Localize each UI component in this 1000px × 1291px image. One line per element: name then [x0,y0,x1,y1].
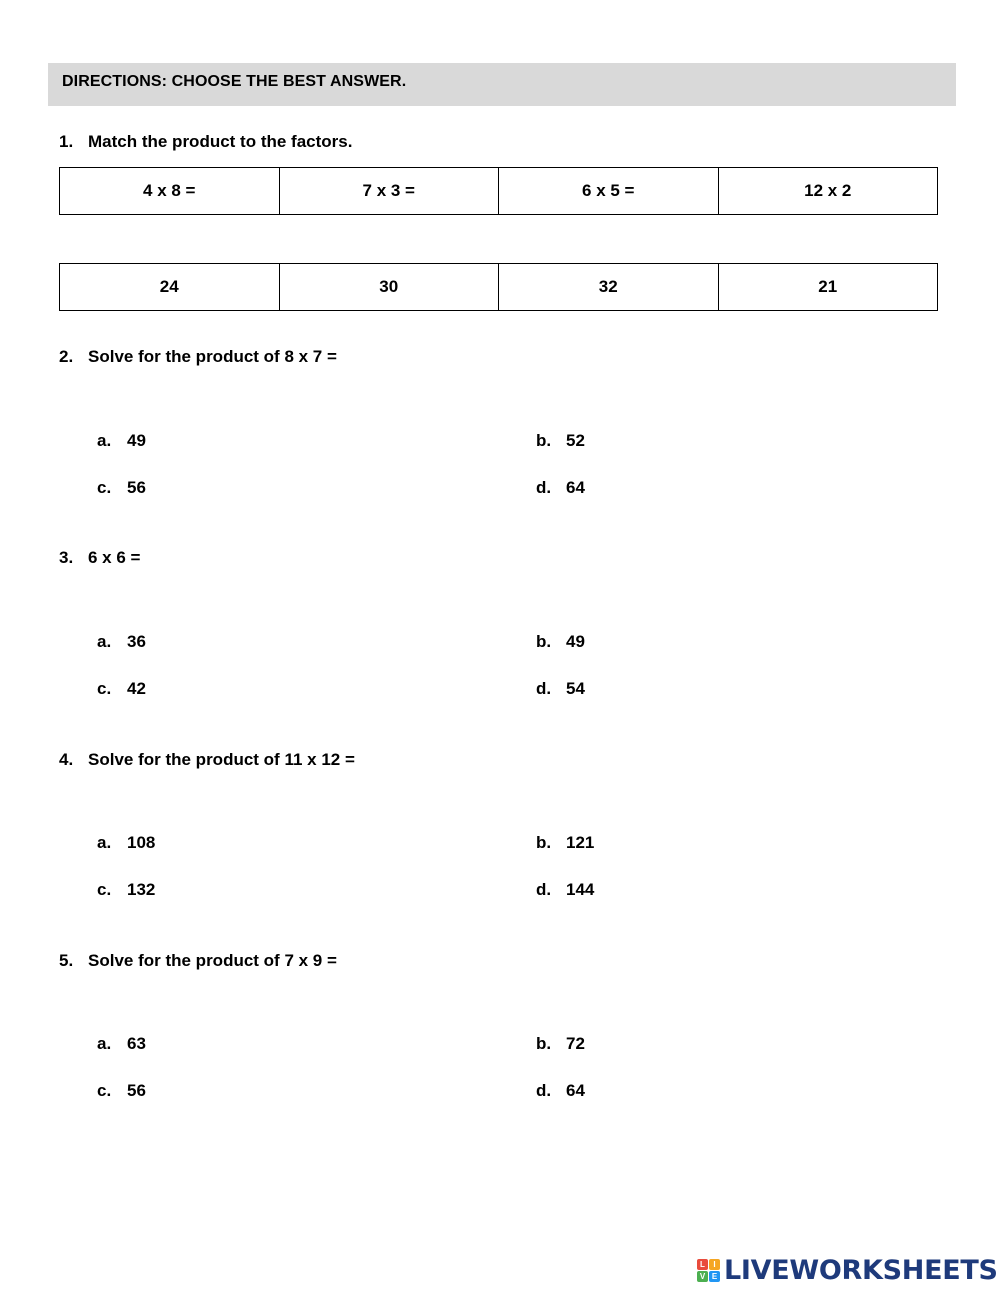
option-d[interactable] [536,880,594,900]
question-text: 6 x 6 = [88,548,141,567]
option-c[interactable] [97,478,146,498]
question-text: Solve for the product of 11 x 12 = [88,750,355,769]
question-5 [59,951,337,971]
logo-mark-cell: E [709,1271,720,1282]
option-letter: b. [536,833,552,852]
option-value: 54 [566,679,585,698]
option-value: 49 [566,632,585,651]
question-number: 3. [59,548,74,567]
directions-banner: DIRECTIONS: CHOOSE THE BEST ANSWER. [48,63,956,106]
option-letter: b. [536,431,552,450]
option-value: 63 [127,1034,146,1053]
question-1 [59,132,352,152]
option-value: 42 [127,679,146,698]
option-letter: a. [97,632,112,651]
option-c[interactable] [97,880,155,900]
option-value: 108 [127,833,156,852]
option-letter: a. [97,833,112,852]
option-letter: d. [536,478,552,497]
option-d[interactable] [536,478,585,498]
logo-text: LIVEWORKSHEETS [724,1254,998,1286]
factor-cell[interactable]: 6 x 5 = [499,168,719,215]
question-text: Solve for the product of 7 x 9 = [88,951,337,970]
option-value: 132 [127,880,156,899]
product-cell[interactable]: 21 [718,264,938,311]
option-value: 64 [566,478,585,497]
option-b[interactable] [536,833,594,853]
option-letter: d. [536,1081,552,1100]
option-value: 121 [566,833,595,852]
question-number: 1. [59,132,74,151]
option-letter: c. [97,478,112,497]
question-text: Solve for the product of 8 x 7 = [88,347,337,366]
option-c[interactable] [97,679,146,699]
option-a[interactable] [97,632,146,652]
option-value: 56 [127,1081,146,1100]
factors-table [59,167,938,215]
option-value: 144 [566,880,595,899]
option-value: 72 [566,1034,585,1053]
product-cell[interactable]: 30 [279,264,499,311]
option-letter: b. [536,632,552,651]
option-c[interactable] [97,1081,146,1101]
question-4 [59,750,355,770]
logo-mark-icon [697,1259,720,1282]
option-value: 36 [127,632,146,651]
factor-cell[interactable]: 7 x 3 = [279,168,499,215]
option-b[interactable] [536,431,585,451]
logo-mark-cell: L [697,1259,708,1270]
option-letter: a. [97,431,112,450]
option-value: 49 [127,431,146,450]
question-number: 4. [59,750,74,769]
product-cell[interactable]: 32 [499,264,719,311]
question-text: Match the product to the factors. [88,132,353,151]
option-letter: d. [536,679,552,698]
products-table [59,263,938,311]
option-b[interactable] [536,632,585,652]
question-number: 2. [59,347,74,366]
option-value: 52 [566,431,585,450]
option-letter: b. [536,1034,552,1053]
option-letter: c. [97,679,112,698]
option-a[interactable] [97,833,155,853]
factor-cell[interactable]: 4 x 8 = [60,168,280,215]
option-a[interactable] [97,1034,146,1054]
liveworksheets-logo [697,1255,998,1285]
factor-cell[interactable]: 12 x 2 [718,168,938,215]
option-b[interactable] [536,1034,585,1054]
option-letter: c. [97,880,112,899]
question-3 [59,548,140,568]
option-letter: c. [97,1081,112,1100]
option-value: 64 [566,1081,585,1100]
question-number: 5. [59,951,74,970]
option-letter: d. [536,880,552,899]
product-cell[interactable]: 24 [60,264,280,311]
option-d[interactable] [536,679,585,699]
logo-mark-cell: V [697,1271,708,1282]
option-d[interactable] [536,1081,585,1101]
question-2 [59,347,337,367]
option-a[interactable] [97,431,146,451]
logo-mark-cell: I [709,1259,720,1270]
option-letter: a. [97,1034,112,1053]
option-value: 56 [127,478,146,497]
